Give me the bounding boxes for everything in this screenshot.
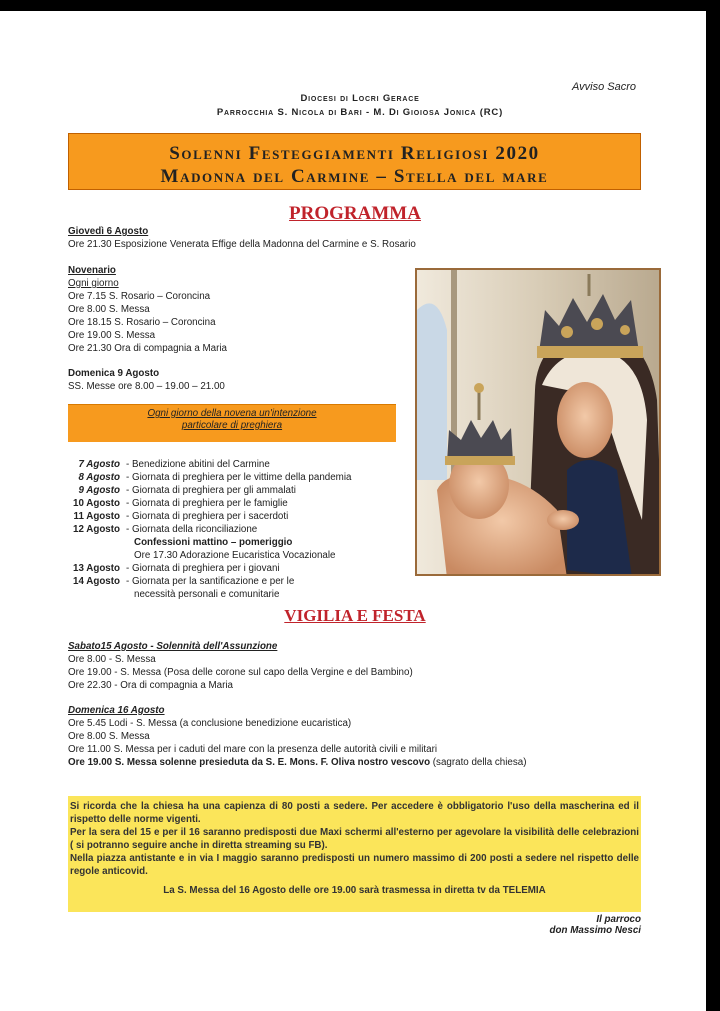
signature bbox=[480, 914, 641, 936]
diocese-line: Diocesi di Locri Gerace bbox=[300, 93, 420, 104]
confessioni-line: Confessioni mattino – pomeriggio bbox=[134, 537, 293, 548]
domenica9-line: SS. Messe ore 8.00 – 19.00 – 21.00 bbox=[68, 381, 225, 392]
domenica16-section bbox=[68, 704, 526, 769]
novenario-section bbox=[68, 264, 227, 355]
giovedi-line: Ore 21.30 Esposizione Venerata Effige della Madonna del Carmine e S. Rosario bbox=[68, 239, 416, 250]
domenica16-heading: Domenica 16 Agosto bbox=[68, 705, 165, 716]
list-item: 12 Agosto - Giornata della riconciliazione bbox=[73, 524, 258, 535]
notice-piazza: Nella piazza antistante e in via I maggio saranno predisposti un numero massimo di 200 posti a sedere nel rispetto delle regole anticovid. bbox=[70, 853, 639, 877]
adorazione-line: Ore 17.30 Adorazione Eucaristica Vocazionale bbox=[134, 550, 336, 561]
domenica16-main-mass: Ore 19.00 S. Messa solenne presieduta da S. E. Mons. F. Oliva nostro vescovo (sagrato della chiesa) bbox=[68, 757, 527, 768]
sabato-section bbox=[68, 640, 413, 692]
avviso-sacro-label: Avviso Sacro bbox=[572, 81, 636, 93]
giovedi-heading: Giovedì 6 Agosto bbox=[68, 226, 149, 237]
novenario-sub: Ogni giorno bbox=[68, 278, 119, 289]
notice-capacity: Si ricorda che la chiesa ha una capienza di 80 posti a sedere. Per accedere è obbligatorio l'uso della mascherina ed il rispetto delle norme vigenti. bbox=[70, 801, 639, 825]
giovedi-section bbox=[68, 225, 416, 251]
domenica16-line: Ore 11.00 S. Messa per i caduti del mare con la presenza delle autorità civili e militari bbox=[68, 744, 438, 755]
list-item: 8 Agosto - Giornata di preghiera per le vittime della pandemia bbox=[78, 472, 352, 483]
intention-line2: particolare di preghiera bbox=[181, 420, 283, 431]
novenario-line: Ore 7.15 S. Rosario – Coroncina bbox=[68, 291, 211, 302]
banner-subtitle: Madonna del Carmine – Stella del mare bbox=[160, 166, 549, 187]
list-item: 11 Agosto - Giornata di preghiera per i sacerdoti bbox=[73, 511, 289, 522]
domenica16-line: Ore 8.00 S. Messa bbox=[68, 731, 150, 742]
flyer-page bbox=[0, 11, 706, 1011]
sabato-line: Ore 22.30 - Ora di compagnia a Maria bbox=[68, 680, 233, 691]
list-item: 9 Agosto - Giornata di preghiera per gli ammalati bbox=[78, 485, 296, 496]
programma-title: PROGRAMMA bbox=[289, 203, 421, 224]
list-item: 13 Agosto - Giornata di preghiera per i giovani bbox=[73, 563, 280, 574]
festival-banner bbox=[68, 133, 641, 190]
list-item-continued: necessità personali e comunitarie bbox=[134, 589, 280, 600]
novenario-line: Ore 18.15 S. Rosario – Coroncina bbox=[68, 317, 216, 328]
vigilia-title: VIGILIA E FESTA bbox=[284, 606, 426, 625]
intention-line1: Ogni giorno della novena un'intenzione bbox=[147, 408, 317, 419]
sabato-line: Ore 19.00 - S. Messa (Posa delle corone sul capo della Vergine e del Bambino) bbox=[68, 667, 413, 678]
signature-role: Il parroco bbox=[596, 914, 641, 925]
novenario-line: Ore 21.30 Ora di compagnia a Maria bbox=[68, 343, 228, 354]
notice-tv-broadcast: La S. Messa del 16 Agosto delle ore 19.00 sarà trasmessa in diretta tv da TELEMIA bbox=[163, 885, 546, 896]
novenario-line: Ore 8.00 S. Messa bbox=[68, 304, 150, 315]
sabato-heading: Sabato15 Agosto - Solennità dell'Assunzione bbox=[68, 641, 278, 652]
list-item: 10 Agosto - Giornata di preghiera per le famiglie bbox=[73, 498, 288, 509]
sabato-line: Ore 8.00 - S. Messa bbox=[68, 654, 156, 665]
novenario-line: Ore 19.00 S. Messa bbox=[68, 330, 156, 341]
parish-line: Parrocchia S. Nicola di Bari - M. Di Gioiosa Jonica (RC) bbox=[216, 107, 504, 118]
domenica9-heading: Domenica 9 Agosto bbox=[68, 368, 160, 379]
domenica9-section bbox=[68, 367, 225, 393]
daily-intentions-list bbox=[68, 458, 351, 601]
notice-maxi-screens: Per la sera del 15 e per il 16 saranno predisposti due Maxi schermi all'esterno per agevolare la visibilità delle celebrazioni ( si potranno seguire anche in diretta streaming su FB). bbox=[70, 827, 639, 851]
intention-box bbox=[68, 404, 396, 442]
notice-box bbox=[68, 796, 641, 912]
madonna-statue-photo bbox=[415, 268, 661, 576]
domenica16-line: Ore 5.45 Lodi - S. Messa (a conclusione benedizione eucaristica) bbox=[68, 718, 352, 729]
signature-name: don Massimo Nesci bbox=[549, 925, 641, 936]
list-item: 7 Agosto - Benedizione abitini del Carmine bbox=[78, 459, 270, 470]
banner-title: Solenni Festeggiamenti Religiosi 2020 bbox=[169, 143, 540, 164]
list-item: 14 Agosto - Giornata per la santificazione e per le bbox=[73, 576, 295, 587]
novenario-heading: Novenario bbox=[68, 265, 116, 276]
